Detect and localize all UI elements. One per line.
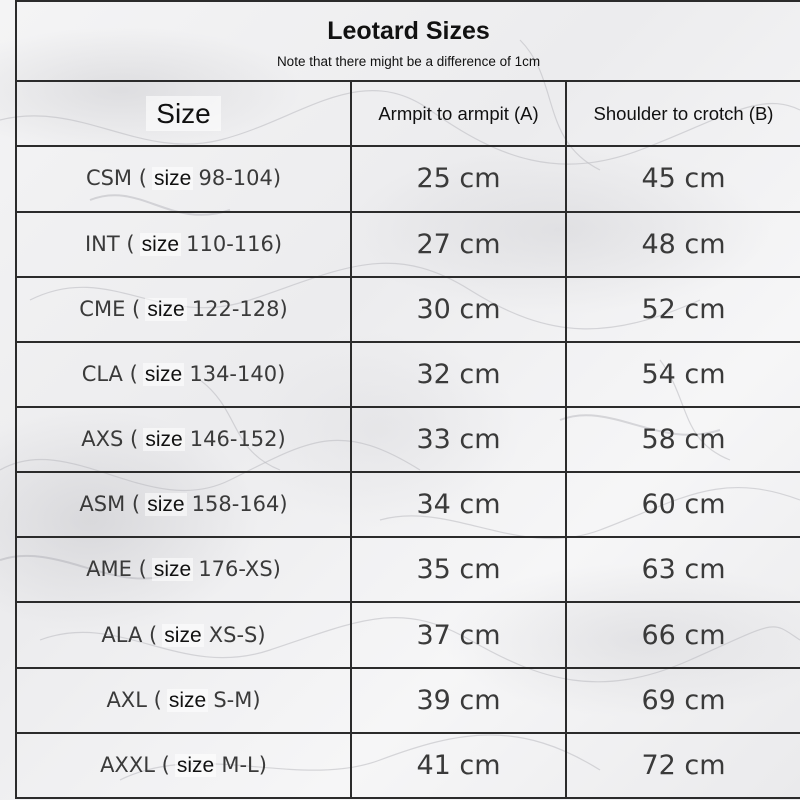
size-code: AME ( [86, 557, 147, 582]
difference-note: Note that there might be a difference of 1cm [276, 54, 541, 70]
shoulder-value: 60 cm [641, 489, 726, 521]
shoulder-value: 69 cm [641, 684, 726, 716]
armpit-cell [351, 472, 566, 537]
size-cell [16, 733, 351, 798]
size-range: 134-140) [189, 361, 286, 386]
size-range: 146-152) [189, 427, 286, 452]
armpit-value: 30 cm [416, 293, 501, 325]
armpit-value: 34 cm [416, 489, 501, 521]
size-word: size [168, 688, 207, 712]
size-cell [16, 212, 351, 277]
header-size: Size [146, 96, 220, 131]
armpit-cell [351, 342, 566, 407]
size-word: size [147, 297, 185, 321]
table-row [16, 668, 800, 733]
armpit-value: 25 cm [416, 163, 501, 195]
shoulder-cell [566, 277, 800, 342]
size-code: CSM ( [85, 166, 147, 191]
armpit-cell [351, 146, 566, 211]
size-word: size [164, 623, 202, 647]
armpit-value: 33 cm [416, 424, 501, 456]
armpit-cell [351, 537, 566, 602]
size-word: size [141, 232, 180, 256]
armpit-cell [351, 277, 566, 342]
size-cell [16, 277, 351, 342]
size-range: 158-164) [191, 492, 288, 517]
header-shoulder-cell [566, 81, 800, 146]
shoulder-value: 54 cm [641, 358, 726, 390]
shoulder-value: 45 cm [641, 163, 726, 195]
armpit-value: 32 cm [416, 358, 501, 390]
shoulder-value: 52 cm [641, 293, 726, 325]
shoulder-cell [566, 537, 800, 602]
size-range: 98-104) [198, 166, 282, 191]
size-word: size [145, 428, 183, 452]
page-title: Leotard Sizes [327, 17, 490, 46]
title-cell [16, 1, 800, 81]
table-row [16, 733, 800, 798]
shoulder-cell [566, 602, 800, 667]
shoulder-value: 66 cm [641, 619, 726, 651]
table-row [16, 407, 800, 472]
size-range: 110-116) [186, 231, 283, 256]
size-code: CLA ( [81, 361, 138, 386]
size-code: ASM ( [79, 492, 141, 517]
shoulder-cell [566, 407, 800, 472]
armpit-value: 27 cm [416, 228, 501, 260]
armpit-cell [351, 733, 566, 798]
size-cell [16, 146, 351, 211]
armpit-cell [351, 407, 566, 472]
table-row [16, 537, 800, 602]
table-row [16, 472, 800, 537]
table-row [16, 602, 800, 667]
size-code: CME ( [79, 296, 141, 321]
shoulder-cell [566, 146, 800, 211]
armpit-value: 37 cm [416, 619, 501, 651]
size-range: 122-128) [191, 296, 288, 321]
size-cell [16, 342, 351, 407]
shoulder-cell [566, 733, 800, 798]
shoulder-value: 48 cm [641, 228, 726, 260]
shoulder-cell [566, 212, 800, 277]
armpit-cell [351, 602, 566, 667]
size-code: ALA ( [101, 622, 158, 647]
size-range: XS-S) [208, 622, 266, 647]
size-code: AXXL ( [100, 752, 170, 777]
table-row [16, 342, 800, 407]
size-word: size [153, 558, 192, 582]
shoulder-value: 58 cm [641, 424, 726, 456]
size-range: S-M) [213, 687, 261, 712]
header-armpit: Armpit to armpit (A) [378, 102, 539, 124]
armpit-value: 41 cm [416, 749, 501, 781]
size-cell [16, 537, 351, 602]
size-range: 176-XS) [198, 557, 281, 582]
table-row [16, 212, 800, 277]
armpit-value: 39 cm [416, 684, 501, 716]
armpit-value: 35 cm [416, 554, 501, 586]
size-code: AXS ( [81, 427, 139, 452]
shoulder-cell [566, 342, 800, 407]
size-cell [16, 472, 351, 537]
size-cell [16, 407, 351, 472]
size-code: INT ( [84, 231, 135, 256]
size-cell [16, 602, 351, 667]
shoulder-value: 72 cm [641, 749, 726, 781]
header-size-cell [16, 81, 351, 146]
armpit-cell [351, 668, 566, 733]
armpit-cell [351, 212, 566, 277]
size-table [15, 0, 800, 799]
size-word: size [144, 362, 183, 386]
header-armpit-cell [351, 81, 566, 146]
title-row [16, 1, 800, 81]
size-code: AXL ( [106, 687, 162, 712]
shoulder-cell [566, 472, 800, 537]
table-row [16, 146, 800, 211]
size-word: size [154, 167, 192, 191]
size-word: size [176, 753, 215, 777]
header-shoulder: Shoulder to crotch (B) [593, 102, 774, 124]
header-row [16, 81, 800, 146]
shoulder-value: 63 cm [641, 554, 726, 586]
size-cell [16, 668, 351, 733]
size-word: size [147, 493, 185, 517]
shoulder-cell [566, 668, 800, 733]
size-range: M-L) [221, 752, 267, 777]
table-row [16, 277, 800, 342]
